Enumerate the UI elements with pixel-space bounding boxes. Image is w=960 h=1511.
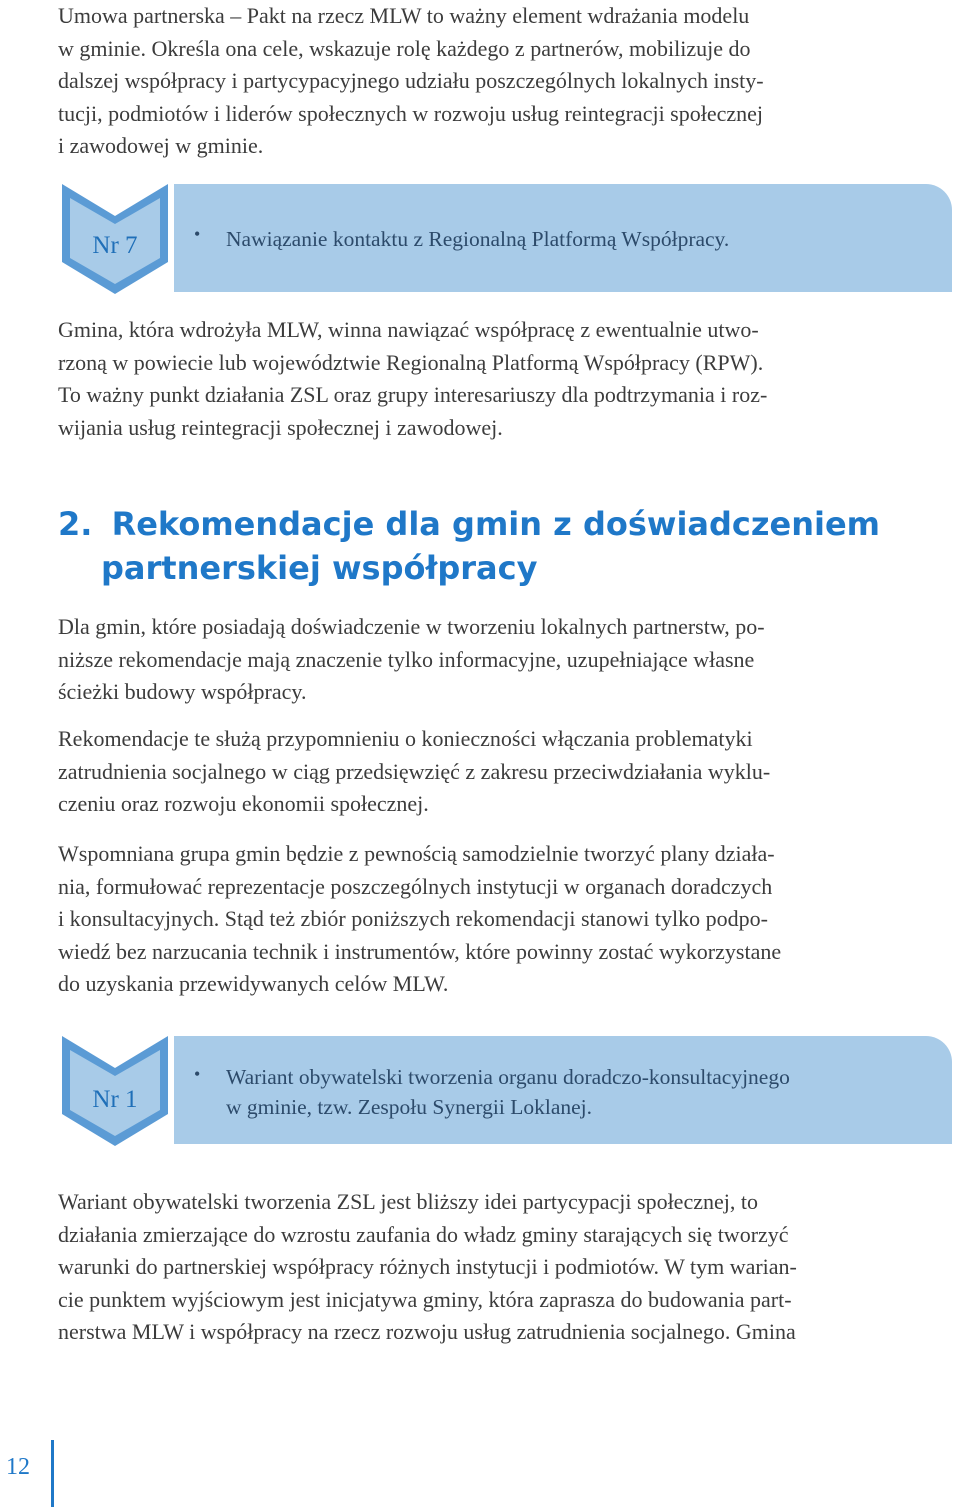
- text-line: warunki do partnerskiej współpracy różnych instytucji i podmiotów. W tym warian-: [58, 1254, 797, 1279]
- text-line: tucji, podmiotów i liderów społecznych w rozwoju usług reintegracji społecznej: [58, 100, 764, 126]
- text-line: Wariant obywatelski tworzenia ZSL jest bliższy idei partycypacji społecznej, to: [58, 1189, 758, 1214]
- text-line: Gmina, która wdrożyła MLW, winna nawiązać współpracę z ewentualnie utwo-: [58, 317, 759, 342]
- text-line: nia, formułować reprezentacje poszczególnych instytucji w organach doradczych: [58, 873, 773, 899]
- text-line: czeniu oraz rozwoju ekonomii społecznej.: [58, 791, 429, 816]
- text-line: ścieżki budowy współpracy.: [58, 679, 307, 704]
- text-line: wijania usług reintegracji społecznej i zawodowej.: [58, 414, 503, 440]
- recommendation-box-nr1: [62, 1036, 952, 1146]
- text-line: niższe rekomendacje mają znaczenie tylko informacyjne, uzupełniające własne: [58, 646, 755, 672]
- box-text-line2: w gminie, tzw. Zespołu Synergii Loklanej.: [226, 1095, 593, 1119]
- text-line: To ważny punkt działania ZSL oraz grupy interesariuszy dla podtrzymania i roz-: [58, 382, 768, 407]
- page-number: 12: [6, 1454, 30, 1480]
- section-heading: [58, 502, 880, 546]
- text-line: działania zmierzające do wzrostu zaufania do władz gminy starających się tworzyć: [58, 1221, 789, 1247]
- section-number: 2.: [58, 505, 93, 543]
- text-line: Umowa partnerska – Pakt na rzecz MLW to ważny element wdrażania modelu: [58, 3, 750, 28]
- section-title-line2: partnerskiej współpracy: [101, 549, 538, 587]
- page-number-rule: [51, 1440, 54, 1507]
- text-line: i zawodowej w gminie.: [58, 133, 264, 158]
- text-line: wiedź bez narzucania technik i instrumentów, które powinny zostać wykorzystane: [58, 938, 782, 964]
- section-title-line1: Rekomendacje dla gmin z doświadczeniem: [111, 505, 880, 543]
- text-line: zatrudnienia socjalnego w ciąg przedsięwzięć z zakresu przeciwdziałania wyklu-: [58, 758, 771, 784]
- bullet-icon: •: [194, 1064, 201, 1084]
- section-heading-cont: [101, 546, 537, 590]
- wariant-paragraph: [58, 1186, 950, 1349]
- text-line: nerstwa MLW i współpracy na rzecz rozwoju usług zatrudnienia socjalnego. Gmina: [58, 1319, 796, 1344]
- text-line: i konsultacyjnych. Stąd też zbiór poniższych rekomendacji stanowi tylko podpo-: [58, 906, 768, 931]
- text-line: do uzyskania przewidywanych celów MLW.: [58, 971, 449, 996]
- badge-label: Nr 7: [92, 232, 138, 259]
- dla-gmin-paragraph: [58, 611, 950, 709]
- intro-paragraph: [58, 0, 950, 163]
- box-panel: [174, 1036, 952, 1144]
- box-panel: [174, 184, 952, 292]
- recommendation-box-nr7: [62, 184, 952, 294]
- rpw-paragraph: [58, 314, 950, 444]
- badge-nr1: [62, 1036, 168, 1146]
- text-line: Wspomniana grupa gmin będzie z pewnością samodzielnie tworzyć plany działa-: [58, 841, 775, 866]
- box-text: Nawiązanie kontaktu z Regionalną Platformą Współpracy.: [226, 227, 730, 251]
- text-line: rzoną w powiecie lub województwie Regionalną Platformą Współpracy (RPW).: [58, 349, 764, 375]
- text-line: dalszej współpracy i partycypacyjnego udziału poszczególnych lokalnych insty-: [58, 68, 764, 93]
- rekomendacje-paragraph: [58, 723, 950, 821]
- text-line: Rekomendacje te służą przypomnieniu o konieczności włączania problematyki: [58, 726, 753, 751]
- box-text-line1: Wariant obywatelski tworzenia organu doradczo-konsultacyjnego: [226, 1065, 790, 1089]
- wspomniana-paragraph: [58, 838, 950, 1001]
- text-line: w gminie. Określa ona cele, wskazuje rolę każdego z partnerów, mobilizuje do: [58, 35, 751, 61]
- badge-label: Nr 1: [92, 1086, 138, 1113]
- text-line: Dla gmin, które posiadają doświadczenie w tworzeniu lokalnych partnerstw, po-: [58, 614, 765, 639]
- text-line: cie punktem wyjściowym jest inicjatywa gminy, która zaprasza do budowania part-: [58, 1286, 792, 1312]
- bullet-icon: •: [194, 224, 201, 244]
- badge-nr7: [62, 184, 168, 294]
